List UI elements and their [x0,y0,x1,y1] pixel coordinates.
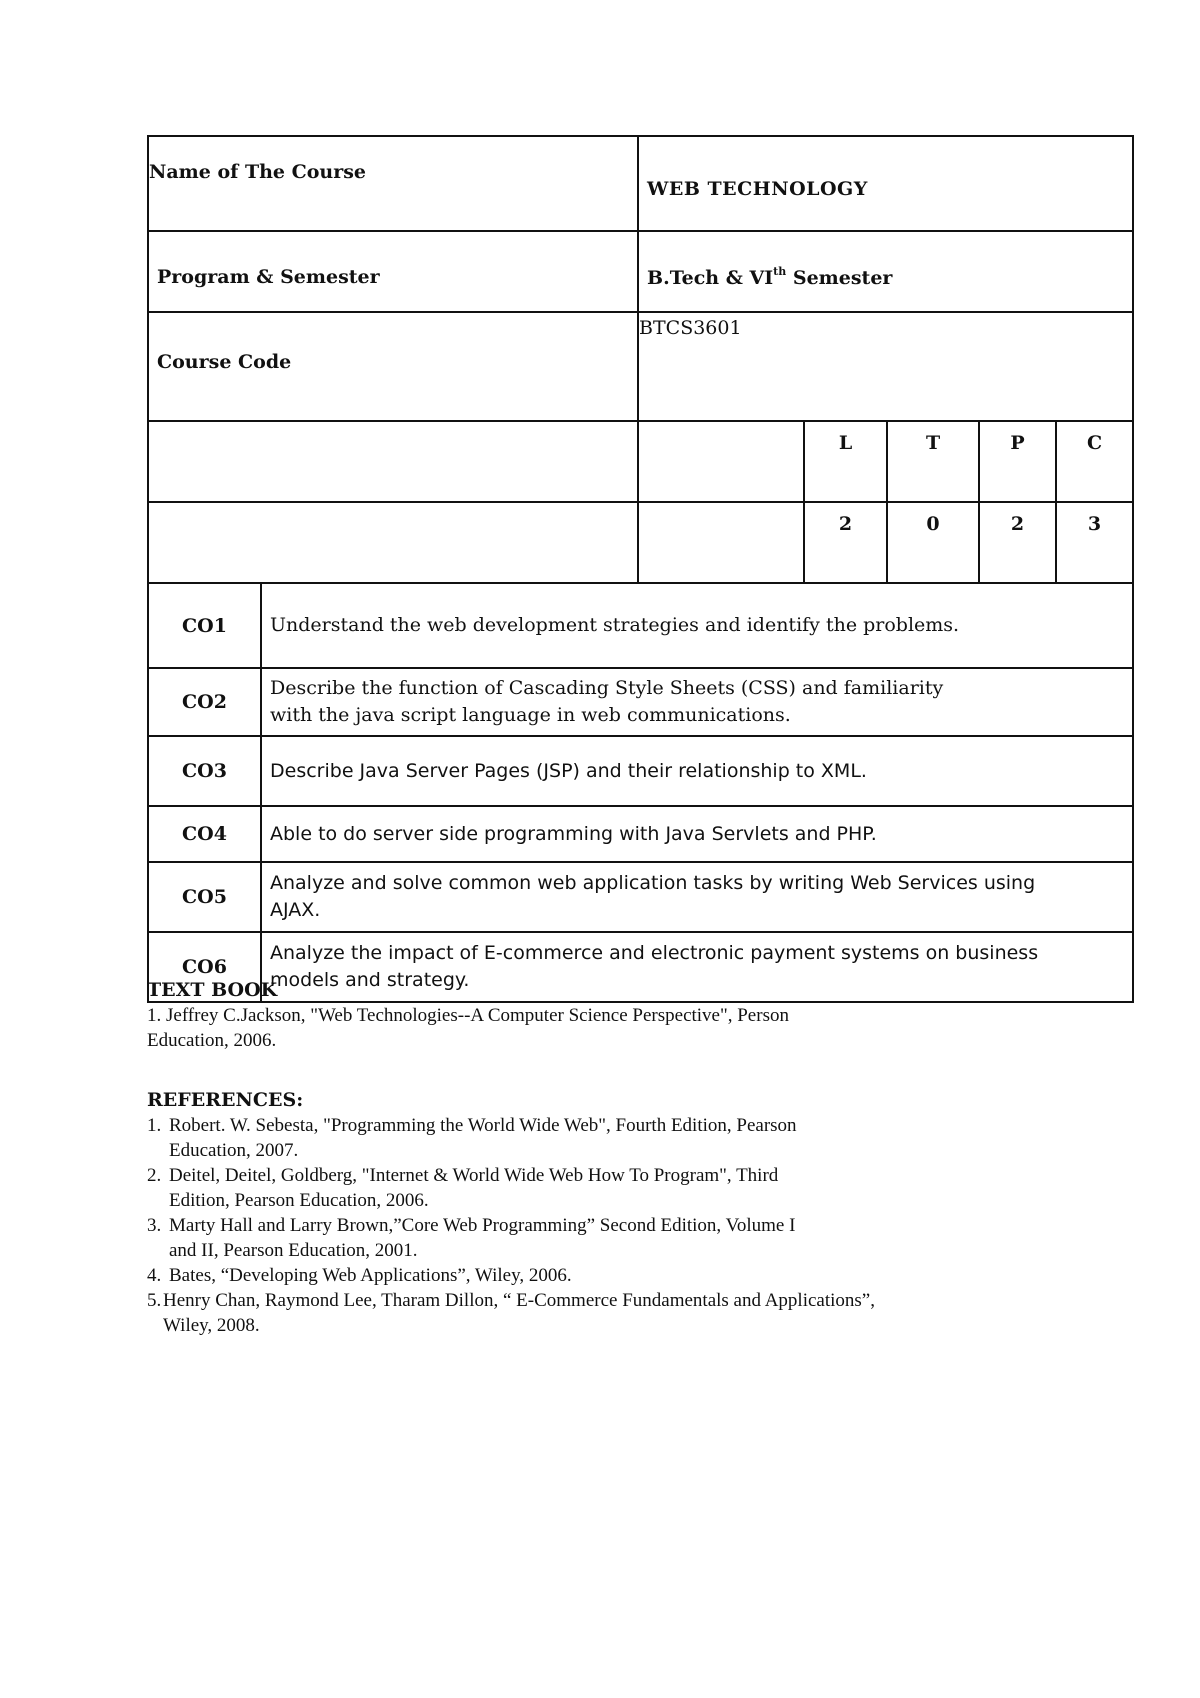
reference-line: Edition, Pearson Education, 2006. [169,1190,429,1211]
outcome-code: CO5 [148,862,261,932]
reference-item [147,1163,1047,1213]
textbook-heading: TEXT BOOK [147,979,278,1001]
course-table [147,135,1134,1003]
course-code-label: Course Code [148,312,638,421]
ltpc-blank-cell [148,421,638,502]
ltpc-blank-cell [638,502,804,583]
textbook-section [147,978,1047,1053]
ltpc-header-l: L [804,421,887,502]
reference-line: Bates, “Developing Web Applications”, Wiley, 2006. [169,1265,572,1286]
outcome-text-line: Analyze and solve common web application tasks by writing Web Services using [270,872,1036,894]
outcome-text [261,668,1133,736]
ltpc-value-p: 2 [979,502,1056,583]
outcome-code: CO4 [148,806,261,862]
outcome-text: Describe Java Server Pages (JSP) and their relationship to XML. [261,736,1133,806]
row-ltpc-values [148,502,1133,583]
outcome-text-line: models and strategy. [270,969,470,991]
outcome-row [148,806,1133,862]
reference-number: 2. [147,1165,162,1186]
outcome-text-line: AJAX. [270,899,321,921]
ltpc-header-t: T [887,421,979,502]
program-value [638,231,1133,312]
outcome-text-line: Analyze the impact of E-commerce and electronic payment systems on business [270,942,1039,964]
references-heading: REFERENCES: [147,1089,304,1111]
reference-number: 4. [147,1265,162,1286]
reference-line: Wiley, 2008. [163,1315,260,1336]
ltpc-value-t: 0 [887,502,979,583]
row-course-code [148,312,1133,421]
row-course-name [148,136,1133,231]
ltpc-header-c: C [1056,421,1133,502]
ltpc-blank-cell [148,502,638,583]
course-name-label: Name of The Course [148,136,638,231]
program-value-tail: Semester [786,266,893,289]
outcome-row [148,862,1133,932]
reference-line: Education, 2007. [169,1140,299,1161]
reference-line: Deitel, Deitel, Goldberg, "Internet & World Wide Web How To Program", Third [169,1165,779,1186]
ltpc-blank-cell [638,421,804,502]
ltpc-value-c: 3 [1056,502,1133,583]
reference-line: Henry Chan, Raymond Lee, Tharam Dillon, “ E-Commerce Fundamentals and Applications”, [163,1290,875,1311]
reference-number: 3. [147,1215,162,1236]
outcome-text: Understand the web development strategies and identify the problems. [261,583,1133,668]
program-value-sup: th [773,264,787,278]
references-section [147,1088,1047,1338]
outcome-code: CO2 [148,668,261,736]
program-value-main: B.Tech & VI [647,266,774,289]
reference-item [147,1213,1047,1263]
reference-item [147,1288,1047,1338]
course-name-value: WEB TECHNOLOGY [638,136,1133,231]
row-ltpc-header [148,421,1133,502]
textbook-line: Education, 2006. [147,1030,277,1051]
reference-line: Marty Hall and Larry Brown,”Core Web Programming” Second Edition, Volume I [169,1215,796,1236]
course-code-value: BTCS3601 [638,312,1133,421]
outcome-text: Able to do server side programming with Java Servlets and PHP. [261,806,1133,862]
ltpc-header-p: P [979,421,1056,502]
outcome-row [148,583,1133,668]
reference-number: 5. [147,1290,162,1311]
reference-item [147,1113,1047,1163]
program-label: Program & Semester [148,231,638,312]
row-program [148,231,1133,312]
outcome-text [261,862,1133,932]
reference-item [147,1263,1047,1288]
reference-number: 1. [147,1115,162,1136]
outcome-text-line: with the java script language in web communications. [270,704,791,726]
outcome-row [148,736,1133,806]
reference-line: Robert. W. Sebesta, "Programming the World Wide Web", Fourth Edition, Pearson [169,1115,797,1136]
outcome-code: CO3 [148,736,261,806]
reference-line: and II, Pearson Education, 2001. [169,1240,418,1261]
outcome-code: CO6 [148,932,261,1002]
outcome-row [148,668,1133,736]
ltpc-value-l: 2 [804,502,887,583]
outcome-code: CO1 [148,583,261,668]
outcome-text-line: Describe the function of Cascading Style Sheets (CSS) and familiarity [270,677,944,699]
textbook-line: 1. Jeffrey C.Jackson, "Web Technologies--A Computer Science Perspective", Person [147,1005,789,1026]
